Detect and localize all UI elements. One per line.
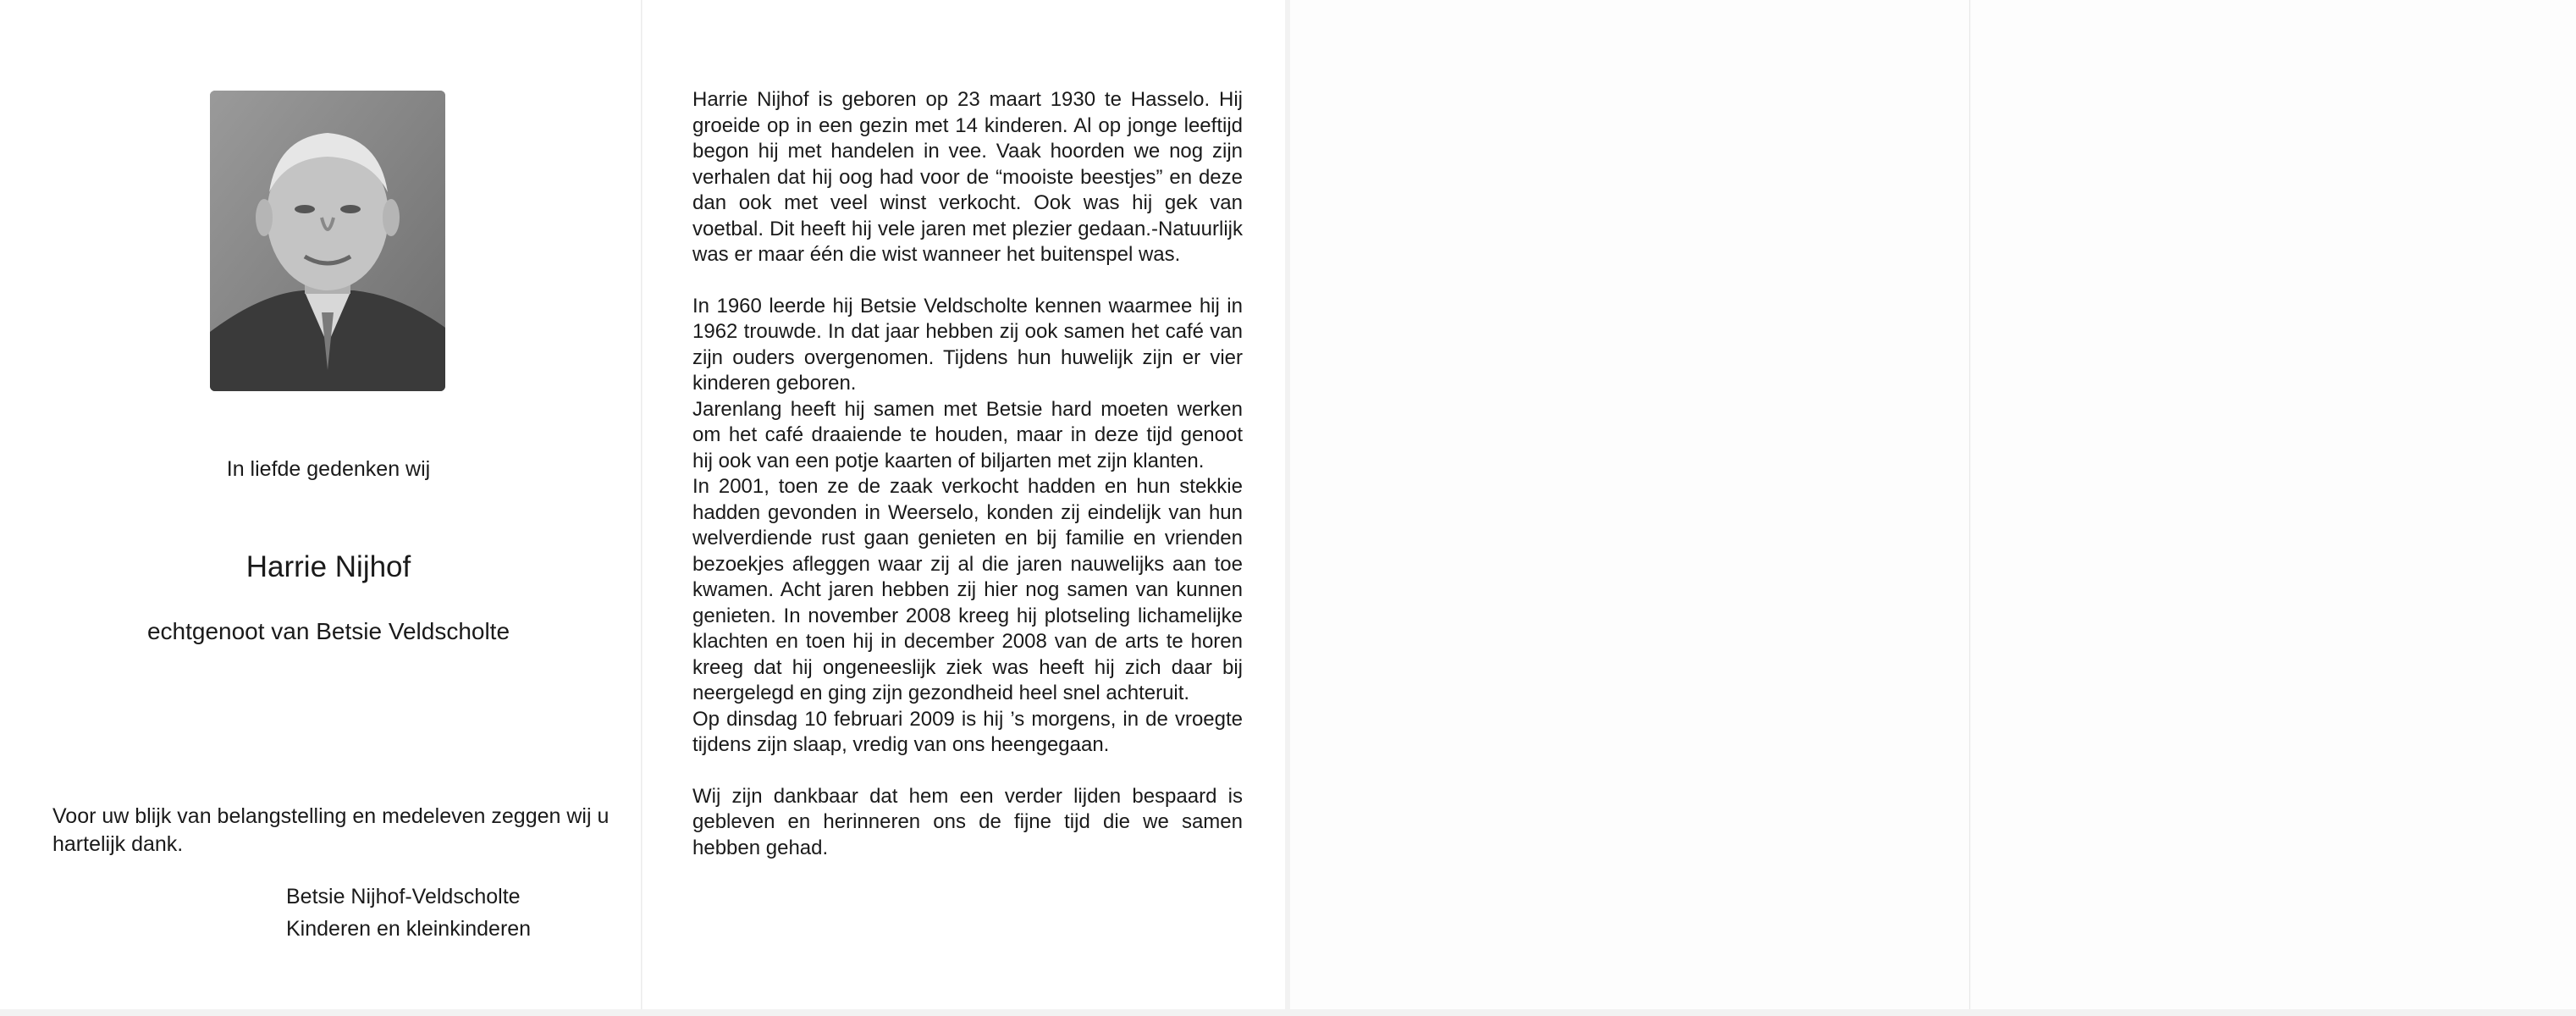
- biography-paragraph: In 1960 leerde hij Betsie Veldscholte kennen waarmee hij in 1962 trouwde. In dat jaar hebben zij ook samen het café van zijn ouders overgenomen. Tijdens hun huwelijk zijn er vier kinderen geboren.: [692, 294, 1243, 395]
- fold-line: [641, 0, 643, 1009]
- biography-paragraph: Jarenlang heeft hij samen met Betsie hard moeten werken om het café draaiende te houden, maar in deze tijd genoot hij ook van een potje kaarten of biljarten met zijn klanten.: [692, 397, 1243, 472]
- card-inner-spread: [0, 0, 1285, 1009]
- deceased-name: Harrie Nijhof: [245, 550, 411, 583]
- signatory: Kinderen en kleinkinderen: [286, 917, 532, 941]
- biography: [692, 87, 1243, 861]
- fold-line: [1969, 0, 1971, 1009]
- thanks-message: Voor uw blijk van belangstelling en medeleven zeggen wij u hartelijk dank.: [52, 804, 610, 856]
- biography-paragraph: Op dinsdag 10 februari 2009 is hij ’s morgens, in de vroegte tijdens zijn slaap, vredig van ons heengegaan.: [692, 707, 1243, 756]
- signatory: Betsie Nijhof-Veldscholte: [286, 885, 521, 908]
- biography-paragraph: In 2001, toen ze de zaak verkocht hadden en hun stekkie hadden gevonden in Weerselo, konden zij eindelijk van hun welverdiende rust gaan genieten en bij familie en vrienden bezoekjes afleggen waar zij al die jaren nauwelijks aan toe kwamen. Acht jaren hebben zij hier nog samen van kunnen genieten. In november 2008 kreeg hij plotseling lichamelijke klachten en toen hij in december 2008 van de arts te horen kreeg dat hij ongeneeslijk ziek was heeft hij zich daar bij neergelegd en ging zijn gezondheid heel snel achteruit.: [692, 475, 1243, 704]
- card-outer-spread: [1290, 0, 2576, 1009]
- biography-paragraph: Wij zijn dankbaar dat hem een verder lijden bespaard is gebleven en herinneren ons de fijne tijd die we samen hebben gehad.: [692, 784, 1243, 859]
- portrait-photo: [210, 91, 445, 391]
- dedication-text: In liefde gedenken wij: [226, 457, 431, 481]
- biography-paragraph: Harrie Nijhof is geboren op 23 maart 1930 te Hasselo. Hij groeide op in een gezin met 14 kinderen. Al op jonge leeftijd begon hij met handelen in vee. Vaak hoorden we nog zijn verhalen dat hij oog had voor de “mooiste beestjes” en deze dan ook met veel winst verkocht. Ook was hij gek van voetbal. Dit heeft hij vele jaren met plezier gedaan.-Natuurlijk was er maar één die wist wanneer het buitenspel was.: [692, 88, 1243, 266]
- spouse-line: echtgenoot van Betsie Veldscholte: [146, 618, 510, 644]
